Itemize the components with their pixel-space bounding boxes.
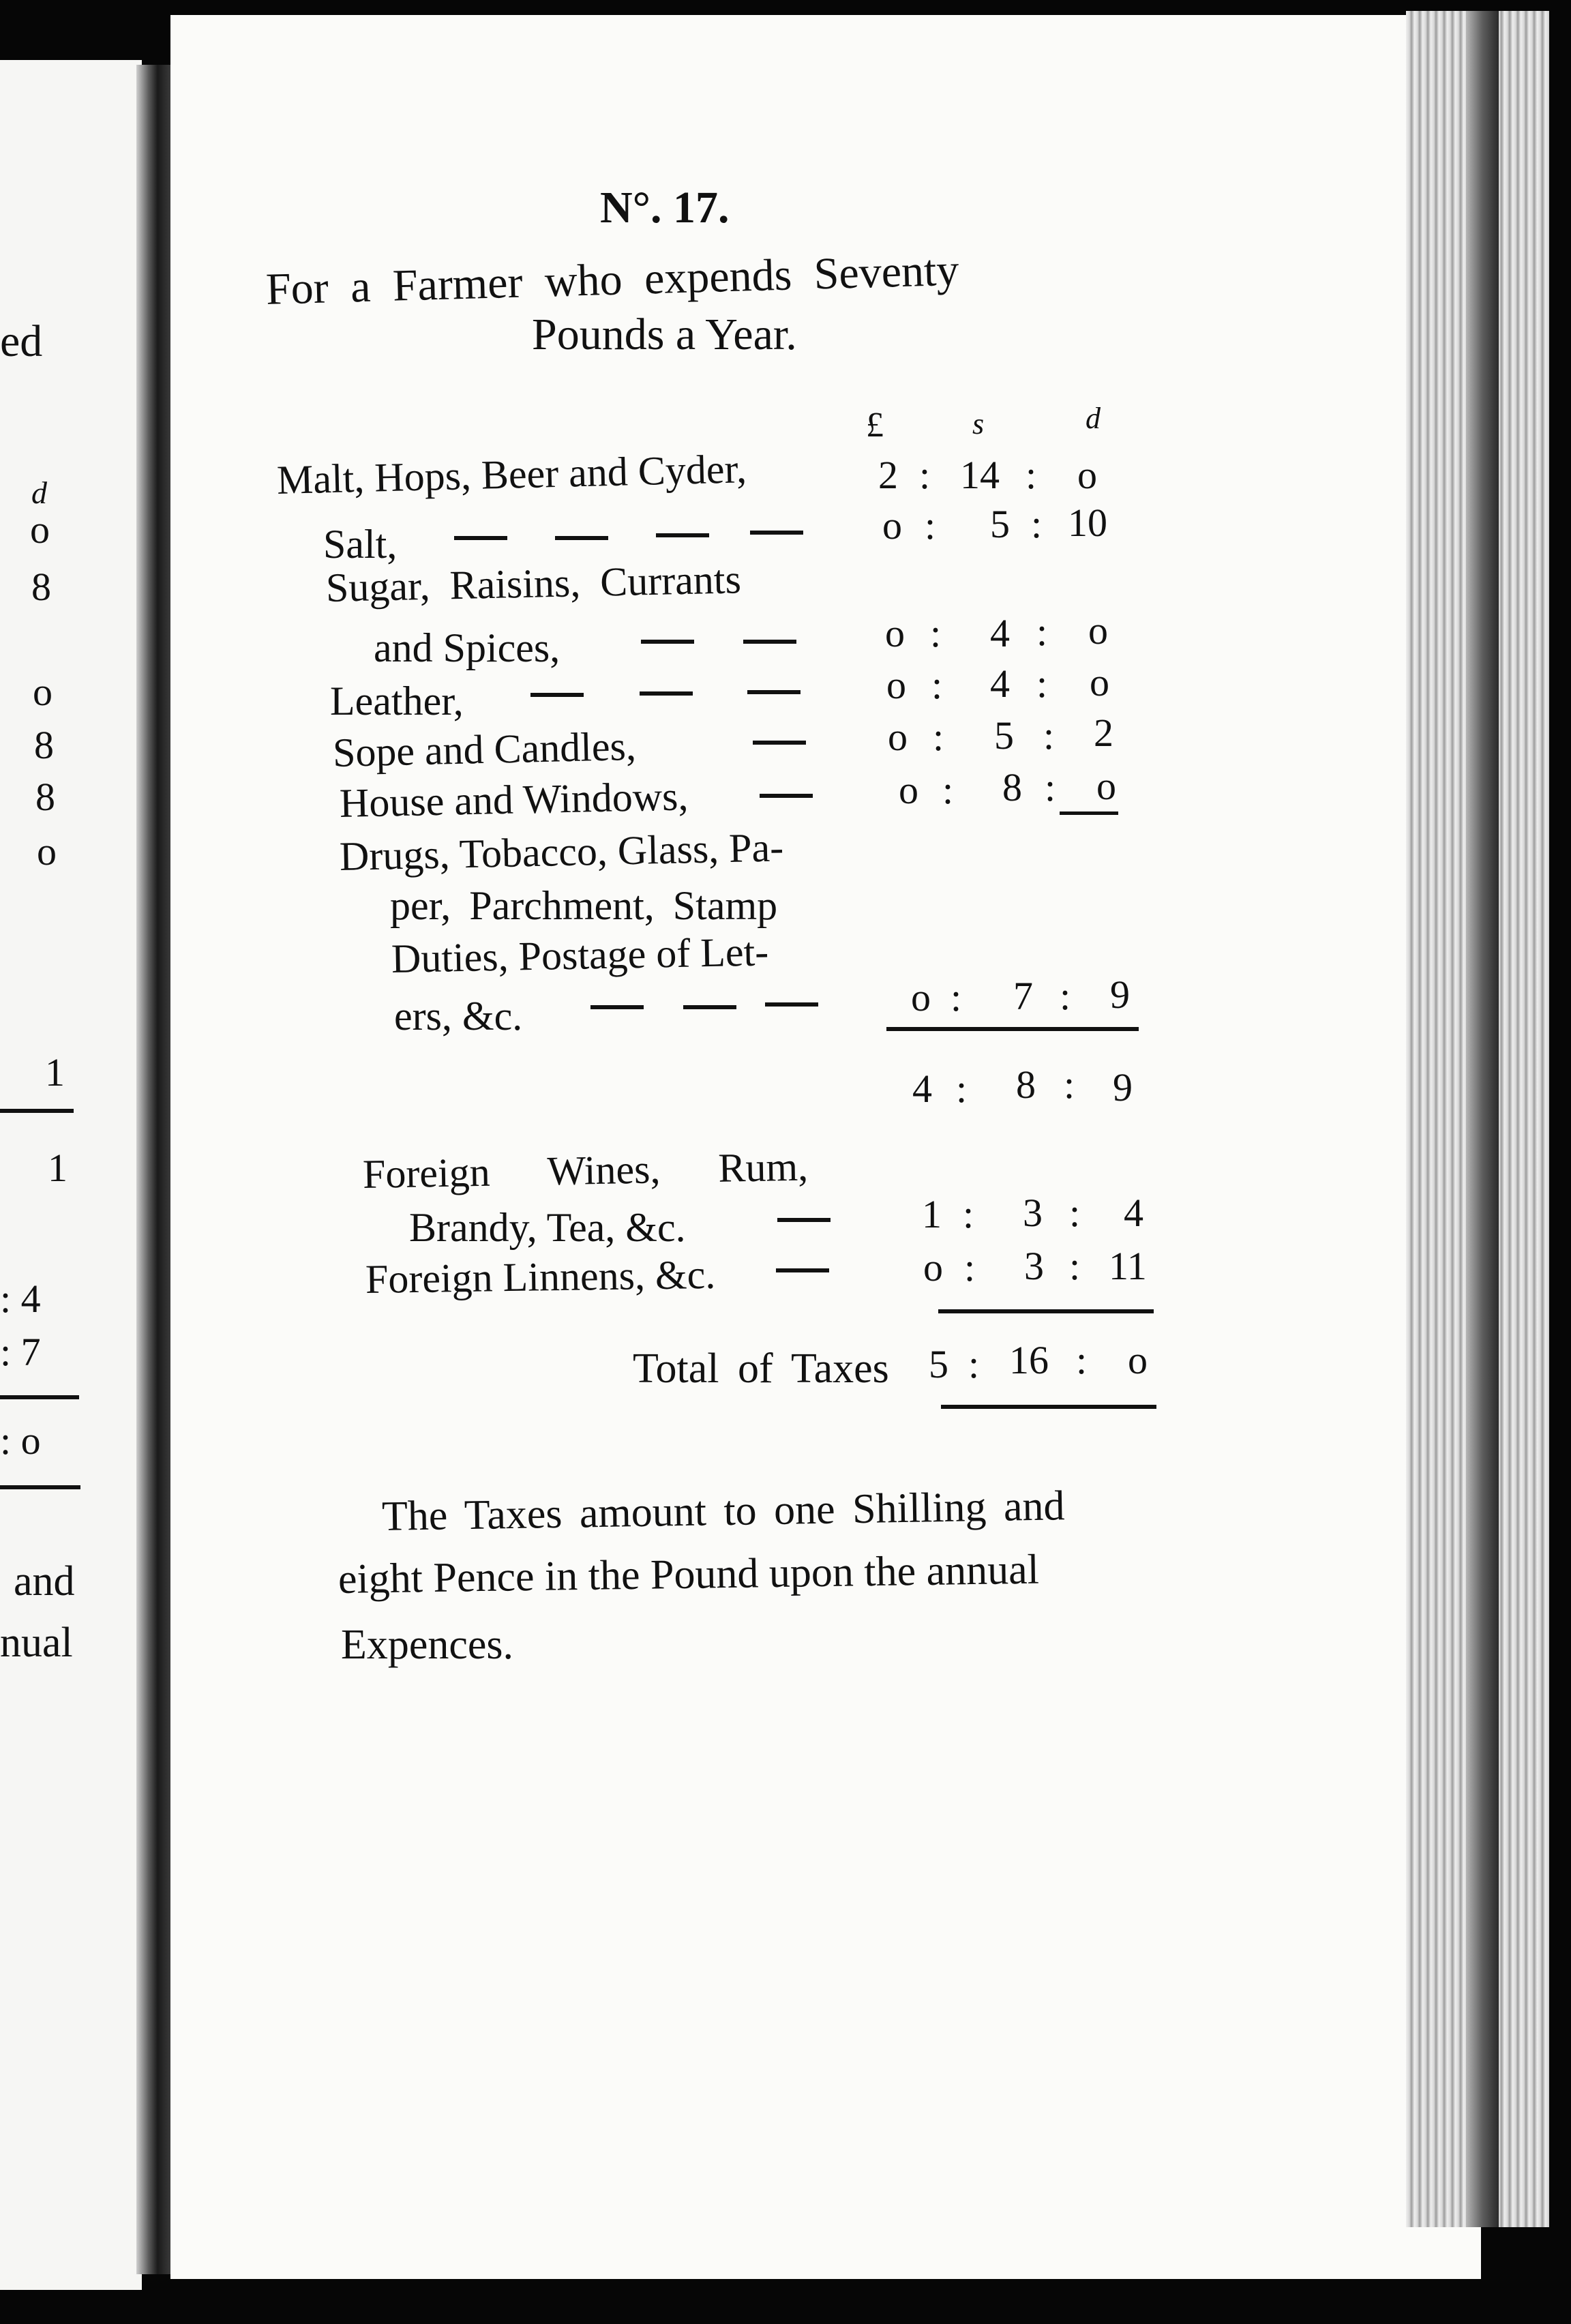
pence-column-header: d (1086, 402, 1101, 435)
colon-separator: : (1045, 765, 1056, 809)
tax-item-label: Duties, Postage of Let- (391, 929, 769, 981)
leader-dash (777, 1218, 831, 1222)
left-value: o (37, 829, 57, 874)
leader-dash (683, 1005, 736, 1009)
total-shillings: 16 (1009, 1338, 1049, 1382)
leader-dash (454, 536, 507, 540)
subtotal-pence: 9 (1113, 1065, 1133, 1109)
colon-separator: : (1031, 502, 1043, 546)
leader-dash (530, 693, 584, 697)
left-subtotal-2: 1 (48, 1146, 68, 1190)
colon-separator: : (1069, 1244, 1081, 1288)
colon-separator: : (931, 663, 943, 707)
shillings-value: 4 (990, 611, 1010, 655)
tax-item-label: Foreign Wines, Rum, (362, 1144, 809, 1197)
leader-dash (656, 533, 709, 537)
tax-item-label: House and Windows, (339, 773, 689, 826)
colon-separator: : (1076, 1338, 1088, 1382)
shillings-value: 4 (990, 661, 1010, 706)
colon-separator: : (1043, 713, 1055, 758)
tax-item-label: Foreign Linnens, &c. (365, 1251, 716, 1302)
tax-item-label: Brandy, Tea, &c. (409, 1205, 686, 1250)
leader-dash (555, 536, 608, 540)
left-value: 8 (31, 565, 51, 609)
left-value: 8 (35, 775, 55, 819)
subtotal-rule (886, 1027, 1139, 1031)
shillings-value: 5 (990, 502, 1010, 546)
summary-line: eight Pence in the Pound upon the annual (338, 1546, 1040, 1603)
colon-separator: : (925, 503, 936, 548)
leader-dash (776, 1268, 829, 1272)
underline-mark (1060, 811, 1118, 815)
left-d-header: d (31, 475, 47, 510)
left-row: : 7 (0, 1330, 41, 1374)
colon-separator: : (919, 453, 931, 497)
colon-separator: : (956, 1067, 968, 1111)
shillings-value: 3 (1023, 1191, 1043, 1235)
pence-value: o (1088, 608, 1108, 653)
colon-separator: : (968, 1342, 980, 1386)
tax-item-label: Sugar, Raisins, Currants (325, 556, 742, 610)
left-value: o (33, 670, 53, 714)
left-total: : o (0, 1418, 41, 1463)
pounds-value: 2 (878, 453, 898, 497)
left-paragraph-line: nual (0, 1620, 73, 1666)
leader-dash (753, 741, 806, 745)
subtotal-shillings: 8 (1016, 1062, 1036, 1107)
colon-separator: : (951, 975, 962, 1019)
colon-separator: : (963, 1192, 974, 1236)
colon-separator: : (942, 768, 954, 812)
total-double-rule (941, 1405, 1156, 1409)
pounds-value: o (885, 611, 905, 655)
pence-value: 9 (1110, 972, 1130, 1017)
page-heading: For a Farmer who expends Seventy (265, 245, 960, 314)
subtotal-pounds: 4 (912, 1067, 932, 1111)
leader-dash (641, 640, 694, 644)
pounds-value: o (882, 503, 902, 548)
leader-dash (590, 1005, 644, 1009)
pence-value: 11 (1109, 1244, 1147, 1288)
pence-value: o (1077, 453, 1097, 497)
leader-dash (640, 691, 693, 696)
page-heading-line-2: Pounds a Year. (532, 310, 797, 359)
total-pounds: 5 (929, 1342, 948, 1386)
total-label: Total of Taxes (633, 1345, 889, 1392)
pence-value: 10 (1068, 501, 1107, 545)
pounds-value: o (923, 1245, 943, 1290)
pounds-value: o (899, 768, 918, 812)
tax-item-label: per, Parchment, Stamp (390, 883, 778, 928)
colon-separator: : (964, 1245, 976, 1290)
colon-separator: : (1026, 453, 1037, 497)
leader-dash (743, 640, 796, 644)
summary-line: The Taxes amount to one Shilling and (381, 1483, 1066, 1540)
pounds-value: o (888, 715, 908, 759)
pounds-value: o (911, 975, 931, 1019)
left-heading-fragment: ed (0, 316, 43, 366)
leader-dash (760, 794, 813, 798)
summary-line: Expences. (341, 1622, 514, 1668)
pence-value: 2 (1094, 711, 1113, 755)
colon-separator: : (1060, 974, 1071, 1018)
colon-separator: : (1064, 1062, 1075, 1107)
colon-separator: : (933, 715, 944, 759)
left-paragraph-line: and (14, 1558, 75, 1605)
shillings-value: 3 (1024, 1244, 1044, 1288)
tax-item-label: Leather, (330, 679, 464, 724)
leader-dash (750, 531, 803, 535)
left-value: 8 (34, 723, 54, 767)
colon-separator: : (1069, 1191, 1081, 1235)
shillings-column-header: s (972, 407, 985, 441)
tax-item-label: Drugs, Tobacco, Glass, Pa- (339, 824, 784, 879)
colon-separator: : (1036, 610, 1048, 654)
pence-value: o (1090, 660, 1109, 704)
pounds-value: 1 (922, 1192, 942, 1236)
tax-item-label: Malt, Hops, Beer and Cyder, (276, 446, 747, 503)
pence-value: o (1096, 764, 1116, 808)
left-row: : 4 (0, 1277, 41, 1321)
total-pence: o (1128, 1338, 1148, 1382)
tax-item-label: Sope and Candles, (332, 723, 637, 775)
pence-value: 4 (1124, 1191, 1143, 1235)
left-subtotal: 1 (45, 1050, 65, 1094)
tax-item-label: Salt, (323, 522, 398, 567)
shillings-value: 8 (1002, 765, 1022, 809)
tax-item-label: and Spices, (374, 625, 560, 670)
left-value: o (30, 507, 50, 552)
shillings-value: 7 (1013, 974, 1033, 1018)
table-number: N°. 17. (600, 183, 730, 233)
shillings-value: 5 (994, 713, 1014, 758)
pounds-value: o (886, 663, 906, 707)
total-rule (938, 1309, 1154, 1313)
tax-item-label: ers, &c. (394, 994, 523, 1039)
colon-separator: : (1036, 661, 1048, 706)
colon-separator: : (930, 611, 942, 655)
pounds-column-header: £ (866, 406, 884, 445)
shillings-value: 14 (960, 453, 1000, 497)
leader-dash (747, 690, 801, 694)
leader-dash (765, 1002, 818, 1007)
